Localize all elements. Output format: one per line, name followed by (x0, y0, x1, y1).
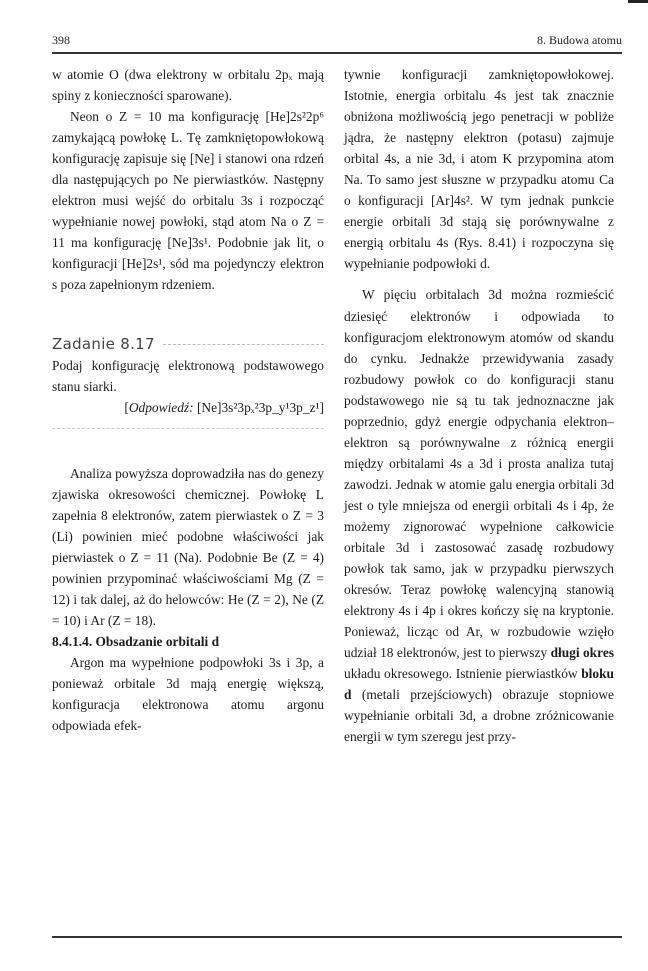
page-number: 398 (52, 33, 70, 47)
exercise-end-rule (52, 428, 324, 429)
footer-rule (52, 936, 622, 938)
paragraph-d-orbitals (344, 284, 614, 747)
running-header (52, 33, 622, 49)
paragraph-oxygen: w atomie O (dwa elektrony w orbitalu 2pₓ mają spiny z konieczności sparowane). (52, 67, 324, 104)
page-corner-mark (628, 0, 648, 15)
d-orbitals-text-a: W pięciu orbitalach 3d można rozmieścić dziesięć elektronów i odpowiada to konfiguracjom elektronowym atomów od skandu do cynku. Jednakże przewidywania zasady rozbudowy powłok co do konfiguracji stanu podstawowego nie są tu tak jednoznaczne jak poprzednio, gdyż energie odpychania elektron–elektron są porównywalne z różnicą energii między orbitalami 4s a 3d i prosta analiza tutaj zawodzi. Jednak w atomie galu energia orbitali 3d jest o tyle mniejsza od energii orbitali 4s i 4p, że możemy zignorować wypełnione całkowicie orbitale 3d i zastosować zasadę rozbudowy powłok tak samo, jak w przypadku pierwszych okresów. Teraz powłokę walencyjną stanowią elektrony 4s i 4p i okres kończy się na kryptonie. Ponieważ, licząc od Ar, w rozbudowie wzięło udział 18 elektronów, jest to pierwszy (344, 287, 614, 661)
header-rule (52, 52, 622, 54)
term-long-period: długi okres (550, 645, 614, 661)
d-orbitals-text-b: układu okresowego. Istnienie pierwiastków (344, 666, 582, 682)
answer-label: Odpowiedź: (128, 399, 194, 415)
paragraph-analysis: Analiza powyższa doprowadziła nas do genezy zjawiska okresowości chemicznej. Powłokę L zapełnia 8 elektronów, zatem pierwiastek o Z = 3 (Li) powinien mieć podobne właściwości jak pierwiastek o Z = 11 (Na). Podobnie Be (Z = 4) powinien przypominać właściwościami Mg (Z = 12) i tak dalej, aż do helowców: He (Z = 2), Ne (Z = 10) i Ar (Z = 18). (52, 465, 324, 629)
d-orbitals-text-c: (metali przejściowych) obrazuje stopniowe wypełnianie orbitali 3d, a drobne zróżnicowanie energii w tym szeregu jest przy- (344, 687, 614, 745)
exercise-answer: [Odpowiedź: [Ne]3s²3pₓ²3p_y¹3p_z¹] (124, 399, 324, 415)
section-heading: 8.4.1.4. Obsadzanie orbitali d (52, 634, 220, 650)
chapter-title: 8. Budowa atomu (537, 33, 622, 47)
term-d-block: bloku d (344, 666, 614, 703)
paragraph-potassium: tywnie konfiguracji zamkniętopowłokowej. Istotnie, energia orbitalu 4s jest tak znacznie obniżona możliwością jego penetracji w pobliże jądra, że następny elektron (potasu) zajmuje orbital 4s, a nie 3d, i atom K przypomina atom Na. To samo jest słuszne w przypadku atomu Ca o konfiguracji [Ar]4s². W tym jednak punkcie energie orbitali 3d stają się porównywalne z energią orbitalu 4s (Rys. 8.41) i rozpoczyna się wypełnianie podpowłoki d. (344, 67, 614, 272)
right-column (344, 64, 614, 748)
exercise-question: Podaj konfigurację elektronową podstawowego stanu siarki. (52, 357, 324, 394)
left-column (52, 64, 324, 736)
paragraph-argon: Argon ma wypełnione podpowłoki 3s i 3p, a ponieważ orbitale 3d mają energię większą, konfiguracja elektronowa atomu argonu odpowiada efek- (52, 655, 324, 734)
answer-value: [Ne]3s²3pₓ²3p_y¹3p_z¹] (196, 399, 324, 415)
exercise-header (52, 334, 324, 355)
paragraph-neon: Neon o Z = 10 ma konfigurację [He]2s²2p⁶ zamykającą powłokę L. Tę zamkniętopowłokową konfigurację zapisuje się [Ne] i stanowi ona rdzeń dla następujących po Ne pierwiastków. Następny elektron musi wejść do orbitalu 3s i rozpocząć wypełnianie nowej powłoki, stąd atom Na o Z = 11 ma konfigurację [Ne]3s¹. Podobnie jak lit, o konfiguracji [He]2s¹, sód ma pojedynczy elektron s poza zapełnionym rdzeniem. (52, 109, 324, 293)
exercise-title: Zadanie 8.17 (52, 334, 155, 353)
exercise-header-rule (163, 344, 324, 345)
